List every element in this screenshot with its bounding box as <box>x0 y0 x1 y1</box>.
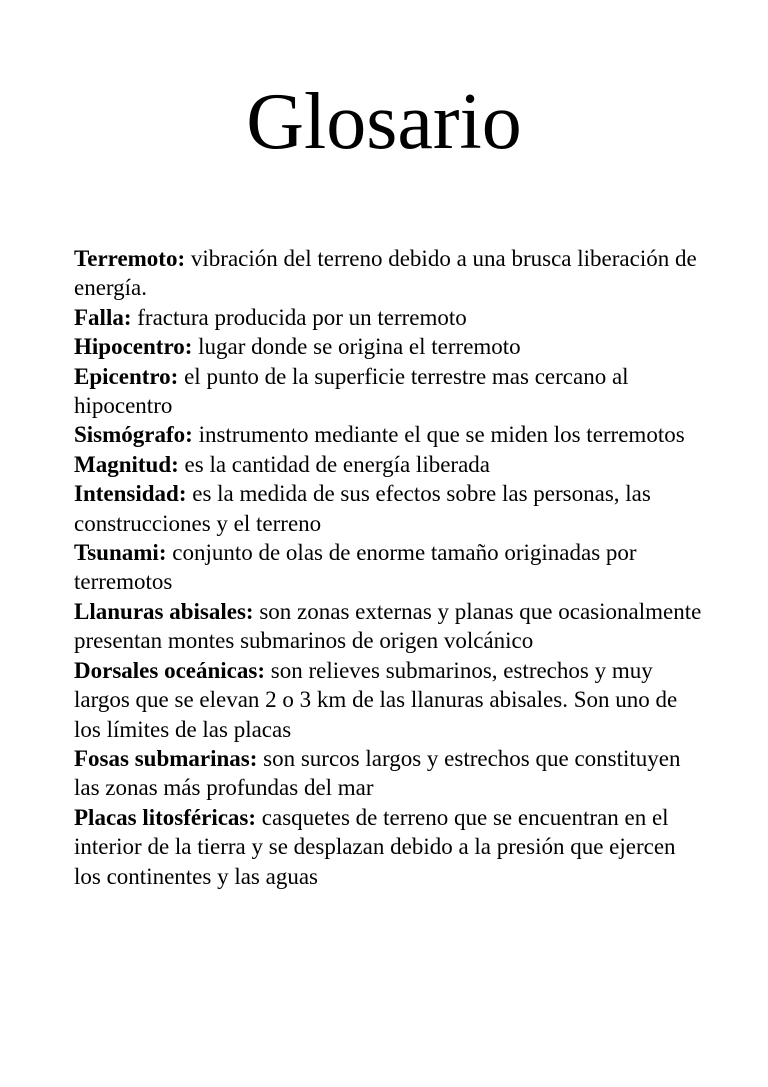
glossary-entry-sismografo <box>74 420 704 449</box>
glossary-definition: son zonas externas y planas que ocasionalmente presentan montes submarinos de origen volcánico <box>74 598 702 654</box>
glossary-definition: es la medida de sus efectos sobre las personas, las construcciones y el terreno <box>74 481 651 536</box>
glossary-entry-epicentro <box>74 362 704 421</box>
glossary-definition: son relieves submarinos, estrechos y muy largos que se elevan 2 o 3 km de las llanuras abisales. Son uno de los límites de las placas <box>74 657 678 742</box>
page-title: Glosario <box>246 78 522 166</box>
glossary-definition: es la cantidad de energía liberada <box>184 451 490 477</box>
glossary-term: Placas litosféricas: <box>74 804 257 830</box>
glossary-entry-fosas-submarinas <box>74 744 704 803</box>
glossary-definition: son surcos largos y estrechos que constituyen las zonas más profundas del mar <box>74 745 681 801</box>
glossary-definition: fractura producida por un terremoto <box>137 304 467 330</box>
glossary-term: Epicentro: <box>74 363 179 389</box>
glossary-definition: conjunto de olas de enorme tamaño originadas por terremotos <box>74 540 637 595</box>
glossary-term: Hipocentro: <box>74 334 193 360</box>
glossary-entry-hipocentro <box>74 332 704 361</box>
glossary-entry-magnitud <box>74 450 704 479</box>
glossary-definition: casquetes de terreno que se encuentran en el interior de la tierra y se desplazan debido a la presión que ejercen los continentes y las aguas <box>74 804 676 889</box>
glossary-definition: lugar donde se origina el terremoto <box>198 334 521 360</box>
glossary-entry-tsunami <box>74 538 704 597</box>
glossary-term: Falla: <box>74 304 132 330</box>
glossary-entry-intensidad <box>74 479 704 538</box>
glossary-term: Sismógrafo: <box>74 422 193 448</box>
glossary-definition: instrumento mediante el que se miden los terremotos <box>198 422 685 448</box>
glossary-term: Llanuras abisales: <box>74 598 254 624</box>
glossary-term: Intensidad: <box>74 481 187 507</box>
glossary-entry-llanuras-abisales <box>74 597 704 656</box>
glossary-term: Magnitud: <box>74 451 179 477</box>
glossary-term: Dorsales oceánicas: <box>74 657 265 683</box>
glossary-term: Fosas submarinas: <box>74 745 258 771</box>
glossary-list <box>74 244 704 891</box>
glossary-entry-falla <box>74 303 704 332</box>
glossary-entry-dorsales-oceanicas <box>74 656 704 744</box>
glossary-entry-placas-litosfericas <box>74 803 704 891</box>
glossary-entry-terremoto <box>74 244 704 303</box>
glossary-definition: vibración del terreno debido a una brusca liberación de energía. <box>74 246 697 301</box>
glossary-term: Tsunami: <box>74 540 167 566</box>
glossary-term: Terremoto: <box>74 246 186 271</box>
glossary-definition: el punto de la superficie terrestre mas cercano al hipocentro <box>74 363 629 419</box>
